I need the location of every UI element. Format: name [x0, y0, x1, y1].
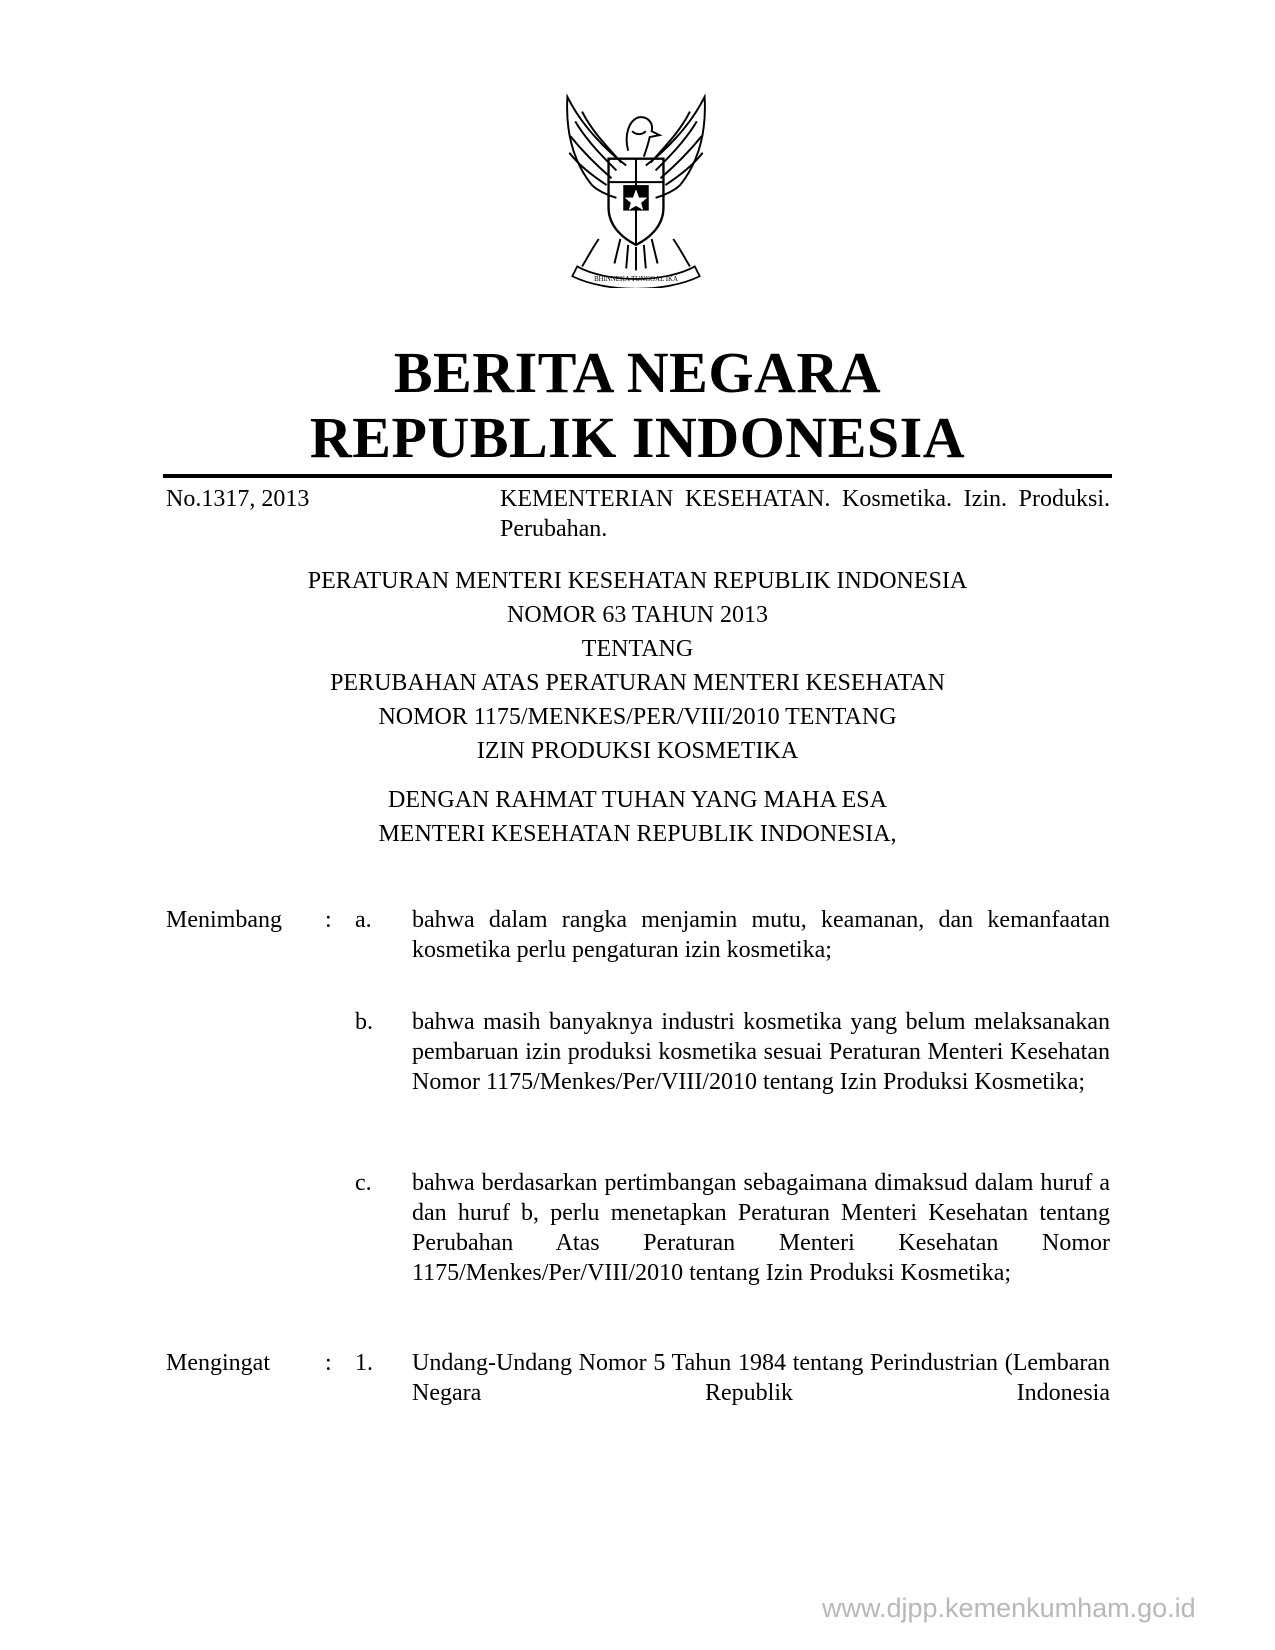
mengingat-colon: : — [325, 1350, 332, 1376]
menimbang-item-text: bahwa dalam rangka menjamin mutu, keamanan, dan kemanfaatan kosmetika perlu pengaturan izin kosmetika; — [412, 907, 1110, 963]
menimbang-label: Menimbang — [166, 907, 282, 933]
preamble-line-1: DENGAN RAHMAT TUHAN YANG MAHA ESA — [388, 787, 887, 813]
menimbang-item-letter: a. — [355, 907, 372, 933]
mengingat-label: Mengingat — [166, 1350, 270, 1376]
masthead-line-1: BERITA NEGARA — [393, 340, 882, 405]
menimbang-colon: : — [325, 907, 332, 933]
menimbang-item-text: bahwa berdasarkan pertimbangan sebagaimana dimaksud dalam huruf a dan huruf b, perlu menetapkan Peraturan Menteri Kesehatan tentang Perubahan Atas Peraturan Menteri Kesehatan Nomor 1175/Menkes/Per/VIII/2010 tentang Izin Produksi Kosmetika; — [412, 1170, 1110, 1286]
mengingat-item-number: 1. — [355, 1350, 373, 1376]
watermark-url: www.djpp.kemenkumham.go.id — [822, 1593, 1196, 1623]
title-line: IZIN PRODUKSI KOSMETIKA — [476, 738, 799, 764]
mengingat-item-text: Undang-Undang Nomor 5 Tahun 1984 tentang Perindustrian (Lembaran Negara Republik Indonesia — [412, 1350, 1110, 1406]
title-line: PERUBAHAN ATAS PERATURAN MENTERI KESEHATAN — [330, 670, 945, 696]
garuda-emblem-icon — [538, 92, 734, 288]
menimbang-item-letter: c. — [355, 1170, 372, 1196]
gazette-subject: KEMENTERIAN KESEHATAN. Kosmetika. Izin. Produksi. Perubahan. — [500, 486, 1110, 542]
emblem-motto: BHINNEKA TUNGGAL IKA — [594, 276, 678, 284]
menimbang-item-text: bahwa masih banyaknya industri kosmetika yang belum melaksanakan pembaruan izin produksi kosmetika sesuai Peraturan Menteri Kesehatan Nomor 1175/Menkes/Per/VIII/2010 tentang Izin Produksi Kosmetika; — [412, 1009, 1110, 1095]
masthead-divider — [163, 474, 1112, 478]
masthead-line-2: REPUBLIK INDONESIA — [309, 405, 966, 470]
title-line: NOMOR 1175/MENKES/PER/VIII/2010 TENTANG — [378, 704, 897, 730]
preamble-line-2: MENTERI KESEHATAN REPUBLIK INDONESIA, — [378, 821, 897, 847]
title-line: PERATURAN MENTERI KESEHATAN REPUBLIK INDONESIA — [307, 568, 968, 594]
menimbang-item-letter: b. — [355, 1009, 373, 1035]
title-line: NOMOR 63 TAHUN 2013 — [507, 602, 768, 628]
title-line: TENTANG — [581, 636, 694, 662]
gazette-number: No.1317, 2013 — [166, 486, 310, 512]
